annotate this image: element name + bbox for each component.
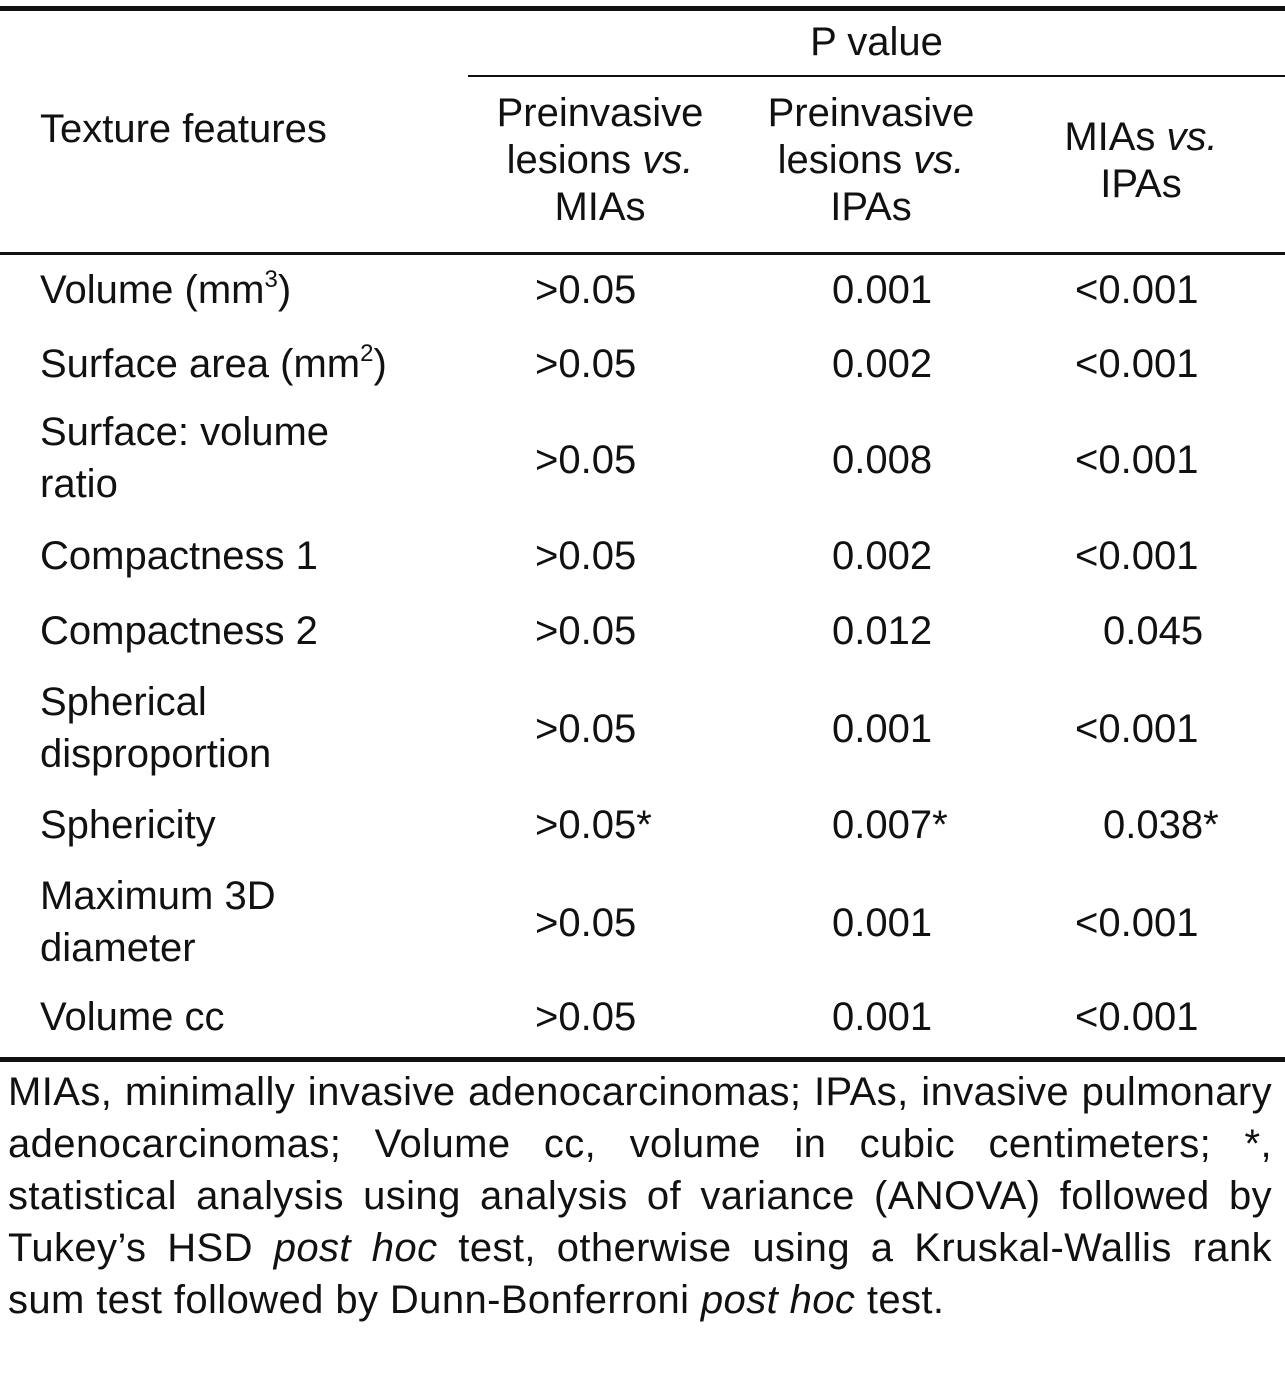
feature-cell: Sphericity [40,803,216,847]
p-value-header-rule [468,75,1285,77]
column-header-preinvasive-vs-ipas: Preinvasive lesions vs. IPAs [767,91,975,229]
p-value-cell: <0.001 [1075,995,1199,1039]
p-value-cell: >0.05 [535,534,637,578]
table-top-rule [0,6,1285,11]
p-value-cell: 0.012 [832,609,933,653]
p-value-cell: 0.002 [832,534,933,578]
p-value-cell: 0.007* [832,803,948,847]
p-value-cell: >0.05 [535,268,637,312]
p-value-cell: >0.05 [535,995,637,1039]
p-value-cell: >0.05 [535,901,637,945]
feature-cell: Surface area $(mm^2)$ [40,339,387,386]
p-value-cell: 0.045 [1103,609,1204,653]
p-value-cell: <0.001 [1075,268,1199,312]
feature-cell: Surface: volume ratio [40,410,330,506]
feature-cell: Volume cc [40,995,225,1039]
p-value-cell: >0.05 [535,609,637,653]
table-footnote: MIAs, minimally invasive adenocarcinomas; IPAs, invasive pulmonary adenocarcinomas; Volume cc, volume in cubic centimeters; *, statistical analysis using analysis of variance (ANOVA) followed by Tukey’s HSD post hoc test, otherwise using a Kruskal-Wallis rank sum test followed by Dunn-Bonferroni post hoc test. [8,1070,1272,1322]
p-value-group-header: P value [810,20,943,64]
feature-cell: Volume $(mm^3)$ [40,265,292,312]
p-value-cell: 0.038* [1103,803,1219,847]
p-value-cell: <0.001 [1075,342,1199,386]
p-value-cell: <0.001 [1075,438,1199,482]
p-value-cell: 0.002 [832,342,933,386]
p-value-cell: >0.05 [535,707,637,751]
p-value-cell: 0.008 [832,438,933,482]
feature-cell: Spherical disproportion [40,680,272,776]
p-value-cell: 0.001 [832,901,933,945]
feature-cell: Compactness 1 [40,534,318,578]
p-value-cell: >0.05 [535,342,637,386]
p-value-cell: >0.05 [535,438,637,482]
column-header-preinvasive-vs-mias: Preinvasive lesions vs. MIAs [496,91,704,229]
column-header-mias-vs-ipas: MIAs vs. IPAs [1064,115,1218,206]
feature-cell: Compactness 2 [40,609,318,653]
feature-cell: Maximum 3D diameter [40,874,276,970]
p-value-cell: >0.05* [535,803,652,847]
p-value-cell: <0.001 [1075,707,1199,751]
table-bottom-rule [0,1057,1285,1062]
p-value-cell: 0.001 [832,995,933,1039]
p-value-cell: 0.001 [832,268,933,312]
p-value-cell: 0.001 [832,707,933,751]
p-value-cell: <0.001 [1075,901,1199,945]
texture-features-header: Texture features [40,107,327,151]
p-value-cell: <0.001 [1075,534,1199,578]
table-header-rule [0,252,1285,255]
